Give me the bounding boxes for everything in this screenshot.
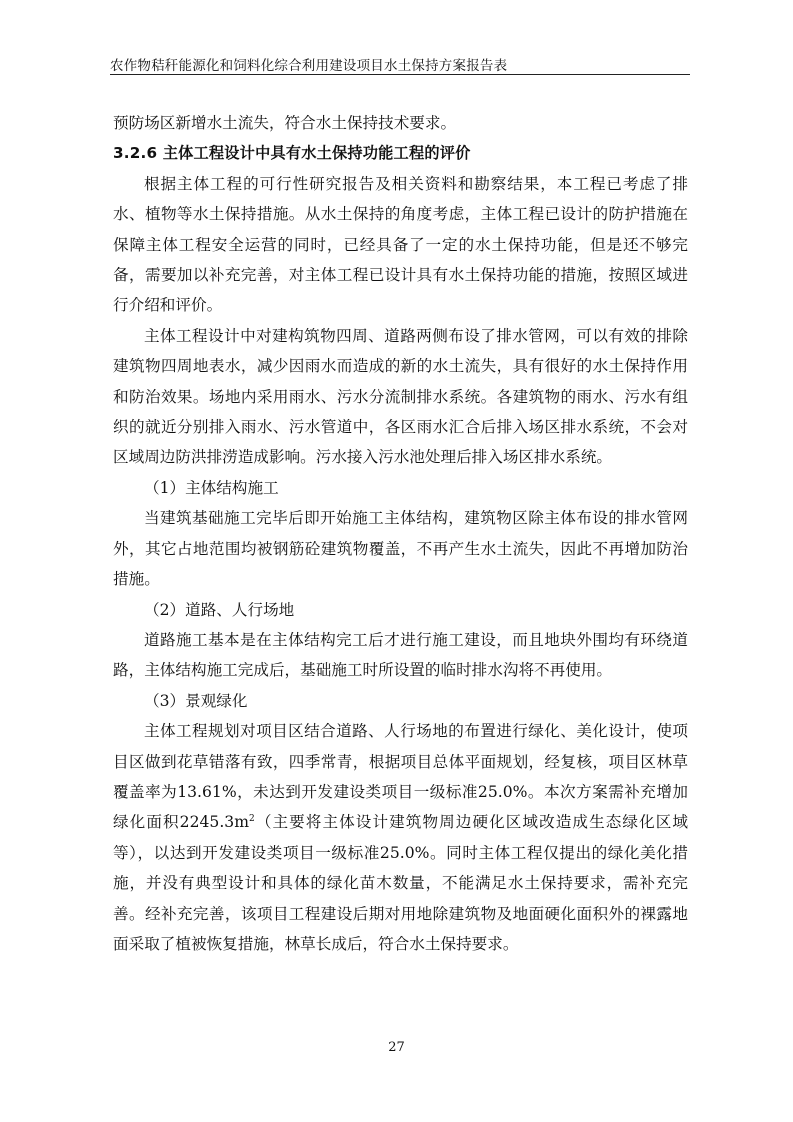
section-title: 主体工程设计中具有水土保持功能工程的评价 [162,144,471,163]
section-heading [113,138,688,168]
section-number: 3.2.6 [113,144,158,163]
running-header: 农作物秸秆能源化和饲料化综合利用建设项目水土保持方案报告表 [110,58,508,74]
paragraph-5-part-b: （主要将主体设计建筑物周边硬化区域改造成生态绿化区域等），以达到开发建设类项目一级标准25.0%。同时主体工程仅提出的绿化美化措施，并没有典型设计和具体的绿化苗木数量，不能满足水土保持要求，需补充完善。经补充完善，该项目工程建设后期对用地除建筑物及地面硬化面积外的裸露地面采取了植被恢复措施，林草长成后，符合水土保持要求。 [113,813,688,953]
header-divider [110,74,690,75]
paragraph-1: 根据主体工程的可行性研究报告及相关资料和勘察结果，本工程已考虑了排水、植物等水土保持措施。从水土保持的角度考虑，主体工程已设计的防护措施在保障主体工程安全运营的同时，已经具备了一定的水土保持功能，但是还不够完备，需要加以补充完善，对主体工程已设计具有水土保持功能的措施，按照区域进行介绍和评价。 [113,174,688,315]
subheading-2: （2）道路、人行场地 [144,600,295,619]
paragraph-5 [113,716,688,959]
subheading-1: （1）主体结构施工 [144,478,279,497]
paragraph-3: 当建筑基础施工完毕后即开始施工主体结构，建筑物区除主体布设的排水管网外，其它占地范围均被钢筋砼建筑物覆盖，不再产生水土流失，因此不再增加防治措施。 [113,509,688,589]
paragraph-2: 主体工程设计中对建构筑物四周、道路两侧布设了排水管网，可以有效的排除建筑物四周地表水，减少因雨水而造成的新的水土流失，具有很好的水土保持作用和防治效果。场地内采用雨水、污水分流制排水系统。各建筑物的雨水、污水有组织的就近分别排入雨水、污水管道中，各区雨水汇合后排入场区排水系统，不会对区域周边防洪排涝造成影响。污水接入污水池处理后排入场区排水系统。 [113,326,688,467]
superscript-exponent: 2 [249,814,255,825]
subheading-3: （3）景观绿化 [144,691,248,710]
page-body [113,108,688,959]
paragraph-5-part-a: 主体工程规划对项目区结合道路、人行场地的布置进行绿化、美化设计，使项目区做到花草错落有致，四季常青，根据项目总体平面规划，经复核，项目区林草覆盖率为13.61%，未达到开发建设类项目一级标准25.0%。本次方案需补充增加绿化面积2245.3m [113,722,688,832]
paragraph-4: 道路施工基本是在主体结构完工后才进行施工建设，而且地块外围均有环绕道路，主体结构施工完成后，基础施工时所设置的临时排水沟将不再使用。 [113,630,688,680]
page-number: 27 [388,1040,405,1055]
intro-paragraph: 预防场区新增水土流失，符合水土保持技术要求。 [113,114,457,132]
